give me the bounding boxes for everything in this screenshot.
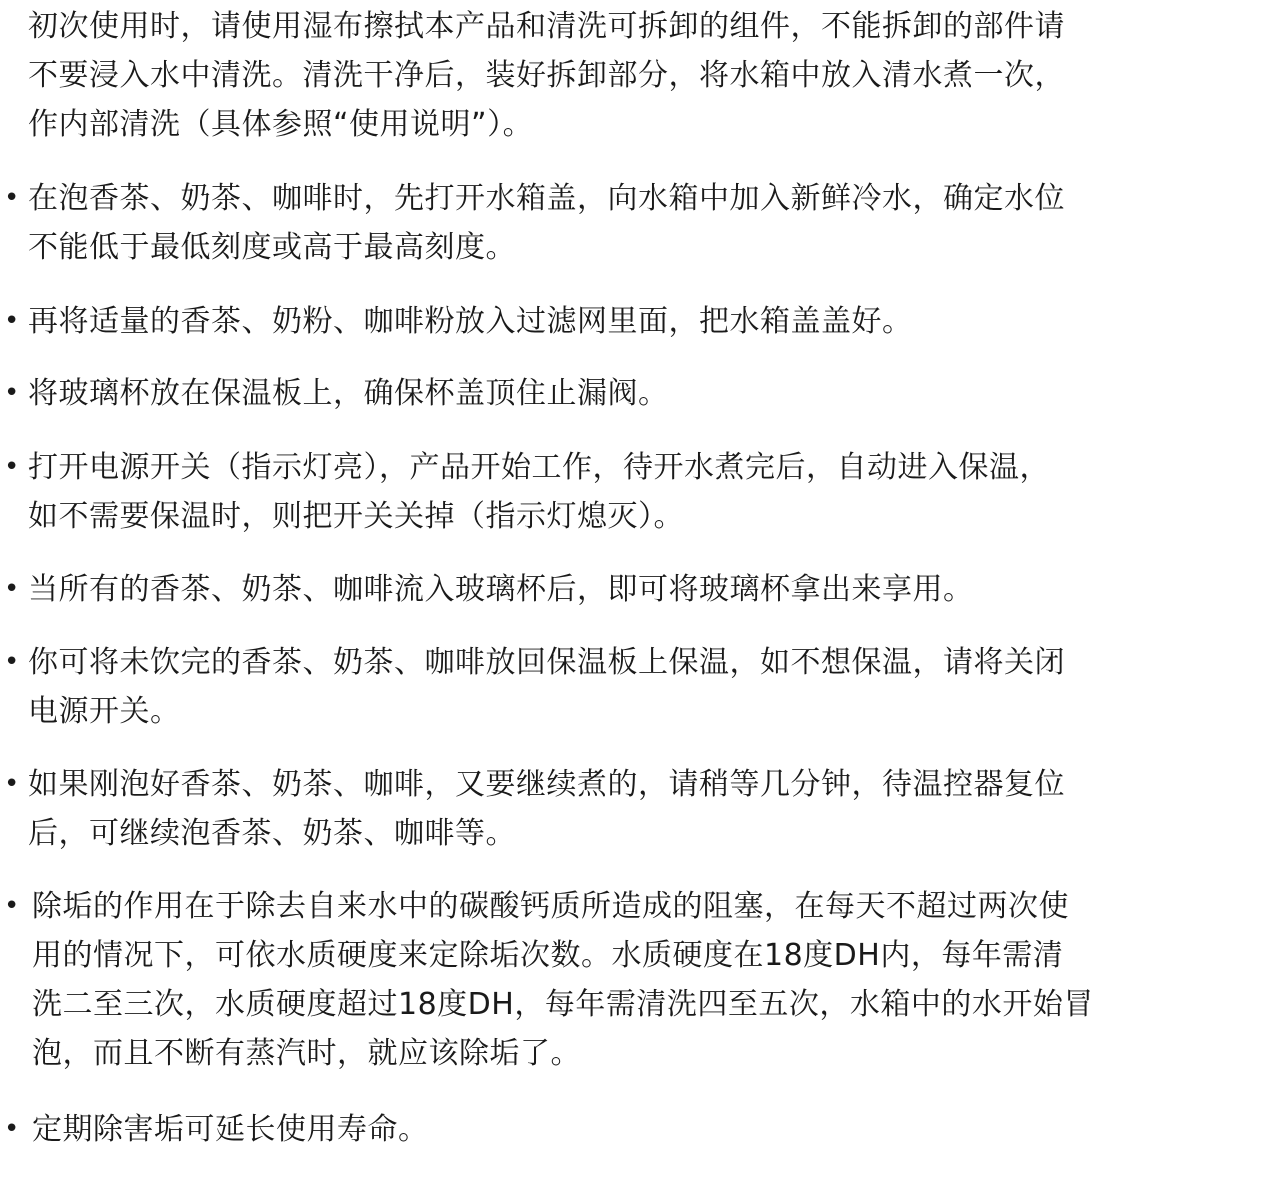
list-item-text: 再将适量的香茶、奶粉、咖啡粉放入过滤网里面，把水箱盖盖好。 xyxy=(28,304,913,339)
bullet-icon: • xyxy=(4,452,20,482)
bullet-icon: • xyxy=(4,891,20,921)
bullet-icon: • xyxy=(4,647,20,677)
list-item-text: 在泡香茶、奶茶、咖啡时，先打开水箱盖，向水箱中加入新鲜冷水，确定水位 不能低于最低刻度或高于最高刻度。 xyxy=(28,181,1065,265)
list-item-text: 如果刚泡好香茶、奶茶、咖啡，又要继续煮的，请稍等几分钟，待温控器复位 后，可继续泡香茶、奶茶、咖啡等。 xyxy=(28,767,1065,851)
list-item-text: 你可将未饮完的香茶、奶茶、咖啡放回保温板上保温，如不想保温，请将关闭 电源开关。 xyxy=(28,645,1065,729)
list-item-text: 将玻璃杯放在保温板上，确保杯盖顶住止漏阀。 xyxy=(28,376,669,411)
list-item-text: 除垢的作用在于除去自来水中的碳酸钙质所造成的阻塞，在每天不超过两次使 用的情况下，可依水质硬度来定除垢次数。水质硬度在18度DH内，每年需清 洗二至三次，水质硬度超过18度DH，每年需清洗四至五次，水箱中的水开始冒 泡，而且不断有蒸汽时，就应该除垢了。 xyxy=(32,889,1094,1071)
bullet-icon: • xyxy=(4,183,20,213)
list-item-text: 当所有的香茶、奶茶、咖啡流入玻璃杯后，即可将玻璃杯拿出来享用。 xyxy=(28,572,974,607)
paragraph-text: 初次使用时，请使用湿布擦拭本产品和清洗可拆卸的组件，不能拆卸的部件请 不要浸入水中清洗。清洗干净后，装好拆卸部分，将水箱中放入清水煮一次， 作内部清洗（具体参照“使用说明”）。 xyxy=(28,9,1065,142)
bullet-icon: • xyxy=(4,769,20,799)
list-item-text: 定期除害垢可延长使用寿命。 xyxy=(32,1112,429,1147)
bullet-icon: • xyxy=(4,1114,20,1144)
bullet-icon: • xyxy=(4,306,20,336)
bullet-icon: • xyxy=(4,574,20,604)
bullet-icon: • xyxy=(4,378,20,408)
list-item-text: 打开电源开关（指示灯亮），产品开始工作，待开水煮完后，自动进入保温， 如不需要保温时，则把开关关掉（指示灯熄灭）。 xyxy=(28,450,1050,534)
